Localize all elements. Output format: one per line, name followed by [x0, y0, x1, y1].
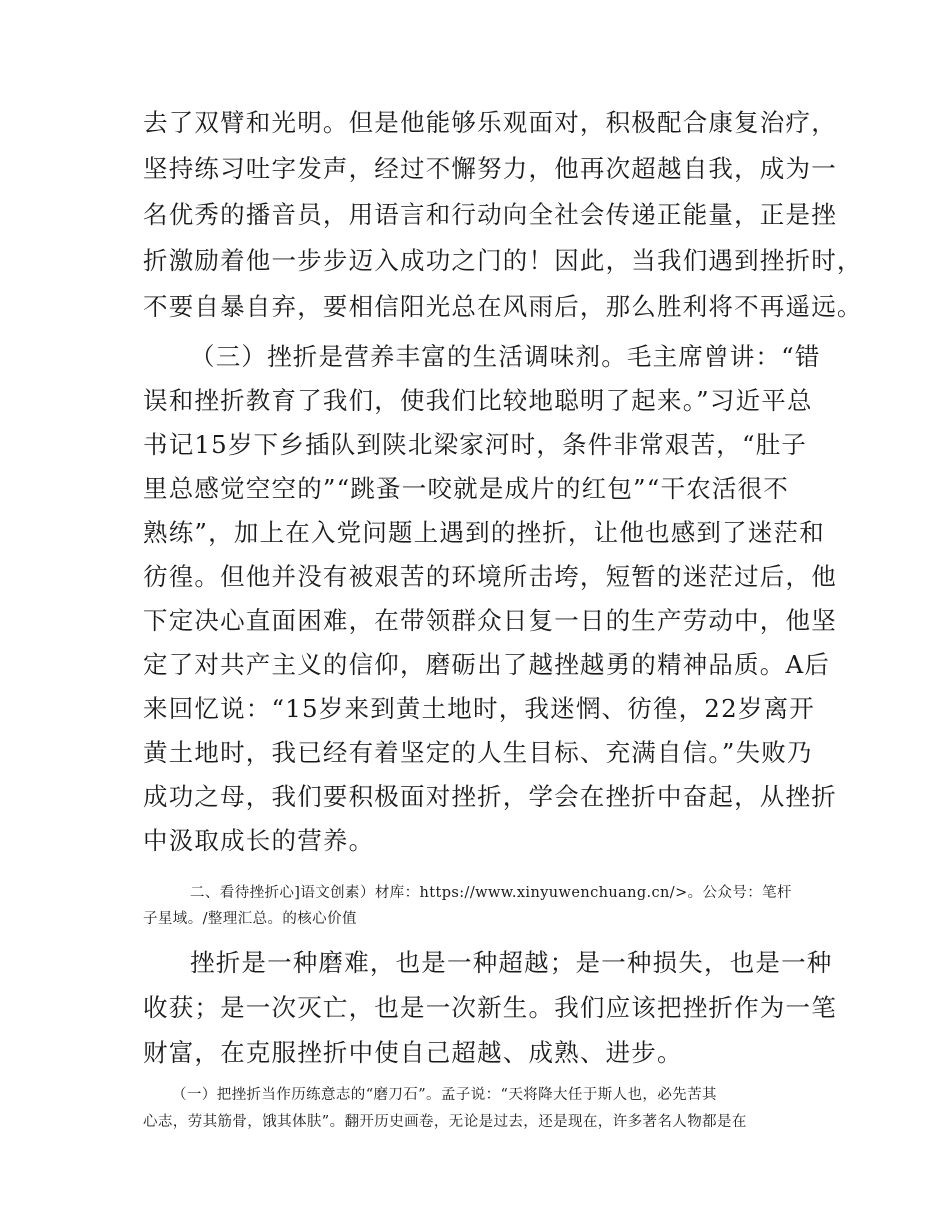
text-line: 成功之母，我们要积极面对挫折，学会在挫折中奋起，从挫折 [143, 782, 837, 811]
text-line: 挫折是一种磨难，也是一种超越；是一种损失，也是一种 [190, 948, 833, 977]
text-line: 下定决心直面困难，在带领群众日复一日的生产劳动中，他坚 [143, 606, 837, 635]
text-line: 里总感觉空空的”“跳蚤一咬就是成片的红包”“干农活很不 [143, 474, 789, 503]
text-line: 定了对共产主义的信仰，磨砺出了越挫越勇的精神品质。A后 [143, 650, 831, 679]
text-line: 书记15岁下乡插队到陕北梁家河时，条件非常艰苦，“肚子 [143, 430, 808, 459]
text-line: 收获；是一次灭亡，也是一次新生。我们应该把挫折作为一笔 [143, 993, 837, 1022]
text-line: 误和挫折教育了我们，使我们比较地聪明了起来。”习近平总 [143, 386, 813, 415]
text-line: 名优秀的播音员，用语言和行动向全社会传递正能量，正是挫 [143, 200, 837, 229]
text-line: 彷徨。但他并没有被艰苦的环境所击垮，短暂的迷茫过后，他 [143, 562, 837, 591]
text-line: 熟练”，加上在入党问题上遇到的挫折，让他也感到了迷茫和 [143, 518, 825, 547]
section-heading-line: （一）把挫折当作历练意志的“磨刀石”。孟子说：“天将降大任于斯人也，必先苦其 [172, 1087, 717, 1103]
text-line: 心志，劳其筋骨，饿其体肤”。翻开历史画卷，无论是过去，还是现在，许多著名人物都是在 [143, 1114, 747, 1130]
heading-line: 子星域。/整理汇总。的核心价值 [143, 911, 357, 927]
text-line: 财富，在克服挫折中使自己超越、成熟、进步。 [143, 1038, 683, 1067]
text-line: 黄土地时，我已经有着坚定的人生目标、充满自信。”失败乃 [143, 738, 813, 767]
heading-line: 二、看待挫折心]语文创素）材库：https://www.xinyuwenchuang.cn/>。公众号：笔杆 [190, 885, 792, 901]
text-line: 中汲取成长的营养。 [143, 826, 375, 855]
text-line: 不要自暴自弃，要相信阳光总在风雨后，那么胜利将不再遥远。 [143, 292, 863, 321]
section-heading-line: （三）挫折是营养丰富的生活调味剂。毛主席曾讲：“错 [190, 342, 821, 371]
text-line: 坚持练习吐字发声，经过不懈努力，他再次超越自我，成为一 [143, 154, 837, 183]
text-line: 来回忆说：“15岁来到黄土地时，我迷惘、彷徨，22岁离开 [143, 694, 815, 723]
text-line: 折激励着他一步步迈入成功之门的！因此，当我们遇到挫折时， [143, 246, 863, 275]
text-line: 去了双臂和光明。但是他能够乐观面对，积极配合康复治疗， [143, 108, 837, 137]
